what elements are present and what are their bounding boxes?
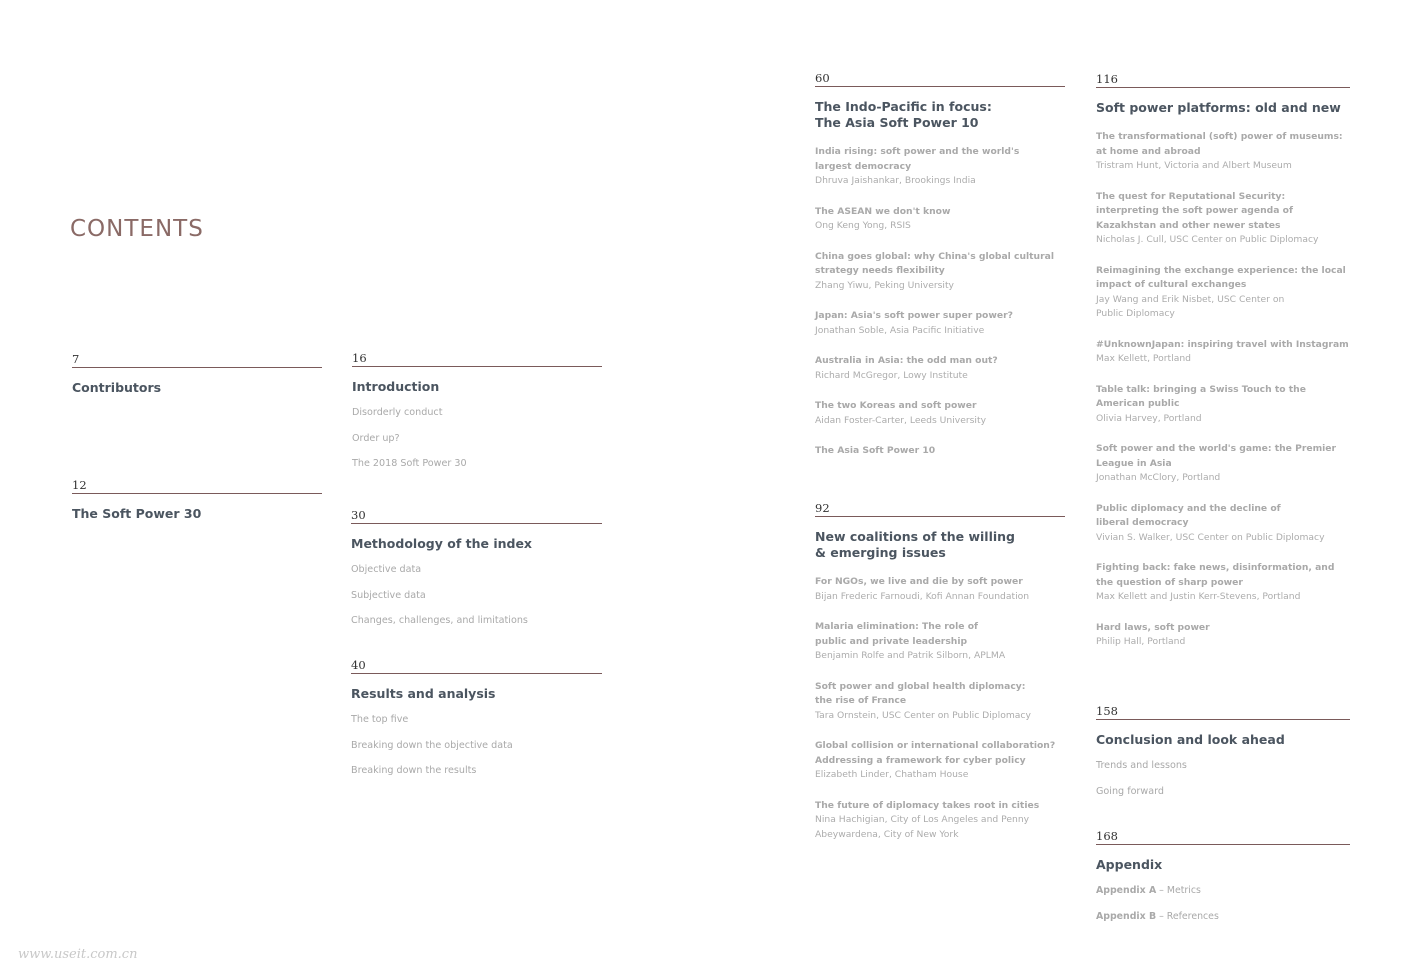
article-title: India rising: soft power and the world's largest democracy: [815, 146, 1020, 172]
article-entry[interactable]: [1096, 264, 1350, 322]
section-contributors: [72, 352, 322, 396]
appendix-text: – References: [1156, 911, 1219, 922]
section-conclusion: [1096, 704, 1350, 811]
article-title: Fighting back: fake news, disinformation, and the question of sharp power: [1096, 562, 1335, 588]
article-author: Ong Keng Yong, RSIS: [815, 220, 911, 231]
article-title: Malaria elimination: The role of public and private leadership: [815, 621, 978, 647]
watermark: www.useit.com.cn: [18, 947, 138, 962]
section-soft-power-30: [72, 478, 322, 522]
article-entry[interactable]: [815, 620, 1006, 664]
page-title: CONTENTS: [70, 216, 204, 242]
section-heading[interactable]: [815, 99, 1065, 131]
section-heading[interactable]: Contributors: [72, 380, 162, 395]
article-author: Aidan Foster-Carter, Leeds University: [815, 414, 987, 426]
article-entry[interactable]: [1096, 561, 1350, 605]
subsection-link[interactable]: Breaking down the objective data: [351, 739, 513, 751]
section-introduction: [352, 351, 602, 484]
article-entry[interactable]: [1096, 442, 1350, 486]
article-entry[interactable]: [815, 680, 1030, 724]
article-entry[interactable]: [815, 354, 1065, 383]
subsection-link[interactable]: Disorderly conduct: [352, 407, 443, 418]
article-author: Elizabeth Linder, Chatham House: [815, 769, 969, 780]
appendix-link[interactable]: [1096, 885, 1350, 897]
section-results: [351, 658, 602, 791]
section-platforms: [1096, 72, 1350, 666]
article-entry[interactable]: [1096, 502, 1350, 546]
section-appendix: [1096, 829, 1350, 937]
page-number: 30: [351, 508, 602, 524]
article-title: Reimagining the exchange experience: the local impact of cultural exchanges: [1096, 264, 1346, 290]
article-author: Jonathan McClory, Portland: [1096, 472, 1221, 483]
article-title: The quest for Reputational Security: interpreting the soft power agenda of Kazakhstan and other newer states: [1096, 190, 1293, 231]
page-number: 40: [351, 658, 602, 674]
subsection-link[interactable]: The 2018 Soft Power 30: [352, 458, 467, 469]
page-number: 12: [72, 478, 322, 494]
article-title: Soft power and global health diplomacy: the rise of France: [815, 680, 1026, 706]
page-number: 60: [815, 71, 1065, 87]
article-author: Benjamin Rolfe and Patrik Silborn, APLMA: [815, 650, 1006, 661]
article-author: Zhang Yiwu, Peking University: [815, 279, 954, 291]
section-indo-pacific: [815, 71, 1065, 475]
section-heading[interactable]: Soft power platforms: old and new: [1096, 100, 1341, 115]
article-title: Hard laws, soft power: [1096, 621, 1210, 633]
article-entry[interactable]: [1096, 190, 1350, 248]
page-number: 7: [72, 352, 322, 368]
subsection-link[interactable]: Trends and lessons: [1096, 760, 1187, 771]
article-title: The future of diplomacy takes root in cities: [815, 799, 1040, 811]
article-title: Global collision or international collaboration? Addressing a framework for cyber policy: [815, 740, 1056, 766]
heading-line: The Indo-Pacific in focus:: [815, 99, 992, 114]
section-new-coalitions: [815, 501, 1065, 858]
article-entry[interactable]: [1096, 130, 1350, 174]
article-author: Tara Ornstein, USC Center on Public Diplomacy: [815, 709, 1031, 721]
article-author: Jonathan Soble, Asia Pacific Initiative: [815, 324, 985, 336]
subsection-link[interactable]: Subjective data: [351, 589, 426, 601]
article-entry[interactable]: [815, 309, 1065, 338]
section-heading[interactable]: New coalitions of the willing & emerging issues: [815, 529, 1015, 560]
appendix-label: Appendix A: [1096, 885, 1157, 896]
article-entry[interactable]: [815, 575, 1065, 604]
subsection-link[interactable]: Breaking down the results: [351, 765, 477, 776]
article-title: China goes global: why China's global cultural strategy needs flexibility: [815, 250, 1054, 276]
subsection-link[interactable]: Objective data: [351, 564, 422, 575]
article-title: Australia in Asia: the odd man out?: [815, 355, 998, 366]
section-heading[interactable]: Appendix: [1096, 857, 1163, 872]
article-author: Richard McGregor, Lowy Institute: [815, 369, 968, 381]
page-number: 92: [815, 501, 1065, 517]
article-title: Public diplomacy and the decline of liberal democracy: [1096, 502, 1281, 528]
article-author: Olivia Harvey, Portland: [1096, 412, 1202, 424]
article-entry[interactable]: [815, 205, 1065, 234]
section-heading[interactable]: Results and analysis: [351, 686, 496, 701]
page-number: 16: [352, 351, 602, 367]
article-title: For NGOs, we live and die by soft power: [815, 576, 1023, 587]
article-entry[interactable]: [815, 250, 1065, 294]
article-title: Japan: Asia's soft power super power?: [815, 310, 1013, 321]
appendix-text: – Metrics: [1156, 885, 1201, 896]
heading-line: The Asia Soft Power 10: [815, 115, 979, 130]
article-author: Max Kellett and Justin Kerr-Stevens, Portland: [1096, 591, 1301, 602]
article-author: Vivian S. Walker, USC Center on Public Diplomacy: [1096, 531, 1325, 543]
section-heading[interactable]: Introduction: [352, 379, 440, 394]
article-author: Jay Wang and Erik Nisbet, USC Center on Public Diplomacy: [1096, 293, 1285, 319]
subsection-link[interactable]: Order up?: [352, 432, 400, 444]
article-title: The transformational (soft) power of museums: at home and abroad: [1096, 131, 1343, 157]
article-author: Nina Hachigian, City of Los Angeles and Penny Abeywardena, City of New York: [815, 814, 1030, 840]
article-entry[interactable]: [1096, 383, 1311, 427]
article-entry[interactable]: [815, 444, 1065, 459]
article-entry[interactable]: [815, 799, 1065, 843]
article-title: #UnknownJapan: inspiring travel with Instagram: [1096, 338, 1349, 350]
article-title: The ASEAN we don't know: [815, 205, 951, 217]
section-heading[interactable]: Methodology of the index: [351, 536, 532, 551]
appendix-label: Appendix B: [1096, 911, 1157, 922]
article-author: Dhruva Jaishankar, Brookings India: [815, 175, 976, 186]
section-heading[interactable]: Conclusion and look ahead: [1096, 732, 1285, 747]
article-entry[interactable]: [1096, 338, 1350, 367]
appendix-link[interactable]: [1096, 911, 1350, 923]
article-title: The Asia Soft Power 10: [815, 445, 936, 456]
article-title: The two Koreas and soft power: [815, 400, 977, 411]
article-author: Bijan Frederic Farnoudi, Kofi Annan Foundation: [815, 590, 1030, 602]
article-entry[interactable]: [1096, 621, 1350, 650]
section-heading[interactable]: The Soft Power 30: [72, 506, 202, 521]
subsection-link[interactable]: Changes, challenges, and limitations: [351, 615, 528, 626]
article-author: Philip Hall, Portland: [1096, 636, 1186, 647]
article-author: Nicholas J. Cull, USC Center on Public Diplomacy: [1096, 234, 1319, 245]
page-number: 158: [1096, 704, 1350, 720]
subsection-link[interactable]: Going forward: [1096, 785, 1164, 797]
article-title: Soft power and the world's game: the Premier League in Asia: [1096, 443, 1337, 469]
section-methodology: [351, 508, 602, 641]
article-author: Max Kellett, Portland: [1096, 353, 1191, 364]
page-number: 116: [1096, 72, 1350, 88]
page-number: 168: [1096, 829, 1350, 845]
article-title: Table talk: bringing a Swiss Touch to the American public: [1096, 383, 1306, 409]
article-entry[interactable]: [815, 399, 1065, 428]
subsection-link[interactable]: The top five: [351, 714, 409, 725]
article-entry[interactable]: [815, 739, 1065, 783]
article-entry[interactable]: [815, 145, 1025, 189]
article-author: Tristram Hunt, Victoria and Albert Museum: [1096, 160, 1292, 171]
